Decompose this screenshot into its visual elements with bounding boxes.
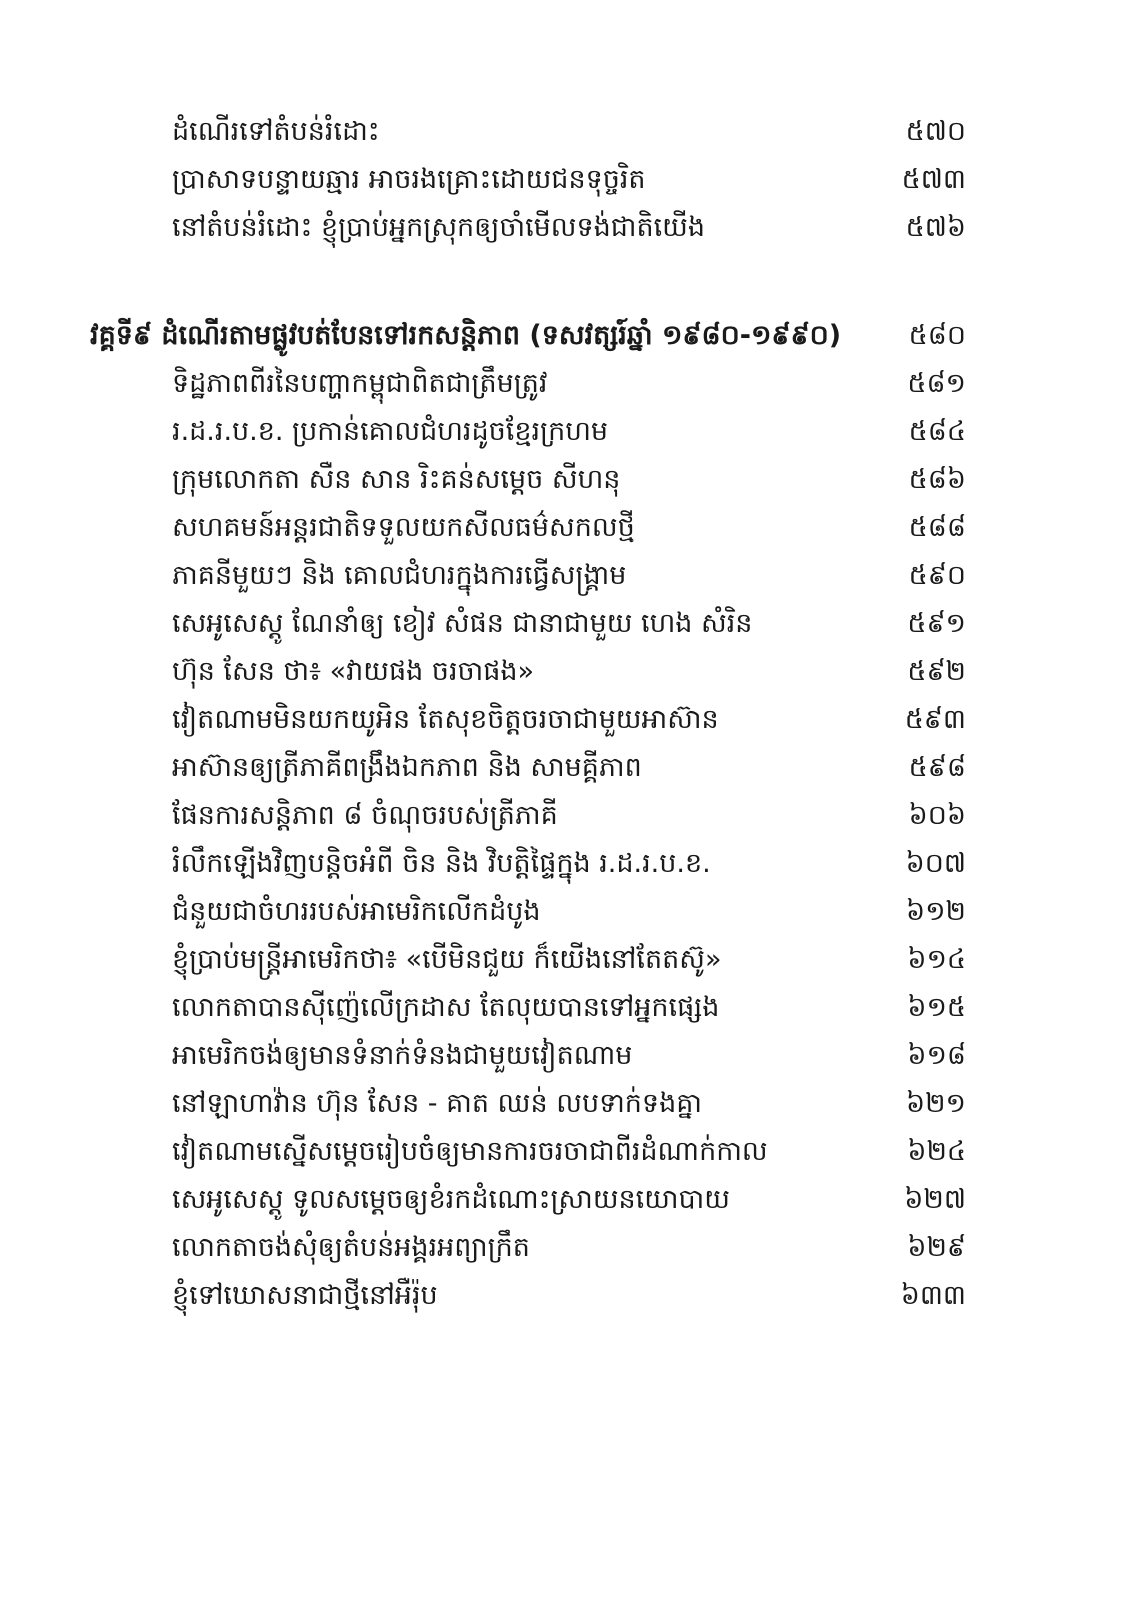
toc-entry-page: ៦៣៣ bbox=[900, 1280, 966, 1311]
toc-entry-page: ៥៨៤ bbox=[908, 416, 966, 447]
toc-entry-page: ៥៩២ bbox=[907, 656, 966, 687]
toc-entry-page: ៥៩១ bbox=[907, 608, 966, 639]
toc-entry-title: ទិដ្ឋភាពពីរនៃបញ្ហាកម្ពុជាពិតជាត្រឹមត្រូវ bbox=[172, 368, 548, 399]
toc-entry-page: ៦០៦ bbox=[908, 800, 966, 831]
toc-entry-title: លោកតាចង់សុំឲ្យតំបន់អង្គរអព្យាក្រឹត bbox=[172, 1232, 530, 1263]
toc-entry bbox=[0, 1176, 1136, 1224]
toc-entry bbox=[0, 648, 1136, 696]
toc-entry-page: ៥៨៨ bbox=[908, 512, 966, 543]
toc-entry bbox=[0, 1080, 1136, 1128]
toc-entry-title: នៅឡាហាវ៉ាន ហ៊ុន សែន - គាត ឈន់ លបទាក់ទងគ្នា bbox=[172, 1088, 702, 1119]
toc-entry-page: ៦១៤ bbox=[907, 944, 966, 975]
chapter-heading bbox=[0, 312, 1136, 360]
toc-entry-title: សេអូសេស្តូ ទូលសម្ដេចឲ្យខំរកដំណោះស្រាយនយោបាយ bbox=[172, 1184, 730, 1215]
toc-entry-title: សេអូសេស្តូ ណែនាំឲ្យ ខៀវ សំផន ជានាជាមួយ ហេង សំរិន bbox=[172, 608, 753, 639]
toc-entry-page: ៥៧៣ bbox=[901, 164, 966, 195]
toc-entry-title: ភាគនីមួយៗ និង គោលជំហរក្នុងការធ្វើសង្គ្រាម bbox=[172, 560, 627, 591]
toc-entry-title: សហគមន៍អន្តរជាតិទទួលយកសីលធម៌សកលថ្មី bbox=[172, 512, 635, 543]
toc-entry-page: ៦១៥ bbox=[907, 992, 966, 1023]
toc-entry-page: ៦១២ bbox=[906, 896, 966, 927]
toc-entry-page: ៥៧០ bbox=[905, 116, 966, 147]
toc-entry bbox=[0, 504, 1136, 552]
toc-entry bbox=[0, 108, 1136, 156]
toc-entry-title: ប្រាសាទបន្ទាយឆ្មារ អាចរងគ្រោះដោយជនទុច្ចរិត bbox=[172, 164, 646, 195]
toc-entry bbox=[0, 360, 1136, 408]
toc-entry-title: អាស៊ានឲ្យត្រីភាគីពង្រឹងឯកភាព និង សាមគ្គីភាព bbox=[172, 752, 642, 783]
chapter-page: ៥៨០ bbox=[908, 320, 966, 351]
toc-entry-title: លោកតាបានស៊ីញ៉េលើក្រដាស តែលុយបានទៅអ្នកផ្សេង bbox=[172, 992, 720, 1023]
toc-entry bbox=[0, 204, 1136, 252]
toc-entry-title: ដំណើរទៅតំបន់រំដោះ bbox=[172, 116, 380, 147]
toc-entry bbox=[0, 984, 1136, 1032]
toc-entry bbox=[0, 1272, 1136, 1320]
toc-entry-page: ៥៩៨ bbox=[908, 752, 966, 783]
toc-entry-title: ជំនួយជាចំហររបស់អាមេរិកលើកដំបូង bbox=[172, 896, 541, 927]
toc-entry-title: ក្រុមលោកតា សឺន សាន រិះគន់សម្ដេច សីហនុ bbox=[172, 464, 621, 495]
toc-entry-page: ៥៧៦ bbox=[905, 212, 966, 243]
toc-entry-page: ៦១៨ bbox=[907, 1040, 966, 1071]
toc-entry-page: ៦២៩ bbox=[907, 1232, 966, 1263]
toc-entry-title: រំលឹកឡើងវិញបន្តិចអំពី ចិន និង វិបត្តិផ្ទៃក្នុង រ.ដ.រ.ប.ខ. bbox=[172, 848, 711, 879]
toc-entry-title: ហ៊ុន សែន ថា៖ «វាយផង ចរចាផង» bbox=[172, 656, 535, 687]
toc-entry bbox=[0, 1032, 1136, 1080]
toc-entry bbox=[0, 1320, 1136, 1368]
toc-entry-page: ៥៩៣ bbox=[904, 704, 966, 735]
toc-entry-title: ផែនការសន្តិភាព ៨ ចំណុចរបស់ត្រីភាគី bbox=[172, 800, 558, 831]
toc-entry bbox=[0, 888, 1136, 936]
toc-entry-title: វៀតណាមមិនយកយូអិន តែសុខចិត្តចរចាជាមួយអាស៊ាន bbox=[172, 704, 719, 735]
toc-entry bbox=[0, 156, 1136, 204]
toc-entry bbox=[0, 792, 1136, 840]
toc-entry bbox=[0, 840, 1136, 888]
toc-entry-page: ៦២១ bbox=[906, 1088, 966, 1119]
toc-entry-page: ៦២៤ bbox=[907, 1136, 966, 1167]
chapter-title: វគ្គទី៩ ដំណើរតាមផ្លូវបត់បែនទៅរកសន្តិភាព (ទសវត្សរ៍ឆ្នាំ ១៩៨០-១៩៩០) bbox=[90, 320, 842, 351]
toc-entry-page: ៥៨១ bbox=[907, 368, 966, 399]
toc-entry-title: អាមេរិកចង់ឲ្យមានទំនាក់ទំនងជាមួយវៀតណាម bbox=[172, 1040, 633, 1071]
toc-entry bbox=[0, 696, 1136, 744]
toc-entry-page: ៥៩០ bbox=[908, 560, 966, 591]
toc-entry bbox=[0, 1128, 1136, 1176]
toc-entry bbox=[0, 1224, 1136, 1272]
toc-entry bbox=[0, 744, 1136, 792]
toc-entry-title: វៀតណាមស្នើសម្ដេចរៀបចំឲ្យមានការចរចាជាពីរដំណាក់កាល bbox=[172, 1136, 768, 1167]
toc-entry bbox=[0, 456, 1136, 504]
toc-entry bbox=[0, 408, 1136, 456]
toc-entry-title: ខ្ញុំទៅឃោសនាជាថ្មីនៅអឺរ៉ុប bbox=[172, 1280, 438, 1311]
toc-entry-page: ៥៨៦ bbox=[908, 464, 966, 495]
toc-entry-page: ៦០៧ bbox=[905, 848, 966, 879]
toc-entry-title: នៅតំបន់រំដោះ ខ្ញុំប្រាប់អ្នកស្រុកឲ្យចាំមើលទង់ជាតិយើង bbox=[172, 212, 706, 243]
toc-entry bbox=[0, 600, 1136, 648]
toc-entry-page: ៦២៧ bbox=[904, 1184, 966, 1215]
toc-entry-title: រ.ដ.រ.ប.ខ. ប្រកាន់គោលជំហរដូចខ្មែរក្រហម bbox=[172, 416, 609, 447]
toc-entry bbox=[0, 552, 1136, 600]
toc-entry-title: ខ្ញុំប្រាប់មន្ត្រីអាមេរិកថា៖ «បើមិនជួយ ក៏យើងនៅតែតស៊ូ» bbox=[172, 944, 722, 975]
toc-entry bbox=[0, 936, 1136, 984]
